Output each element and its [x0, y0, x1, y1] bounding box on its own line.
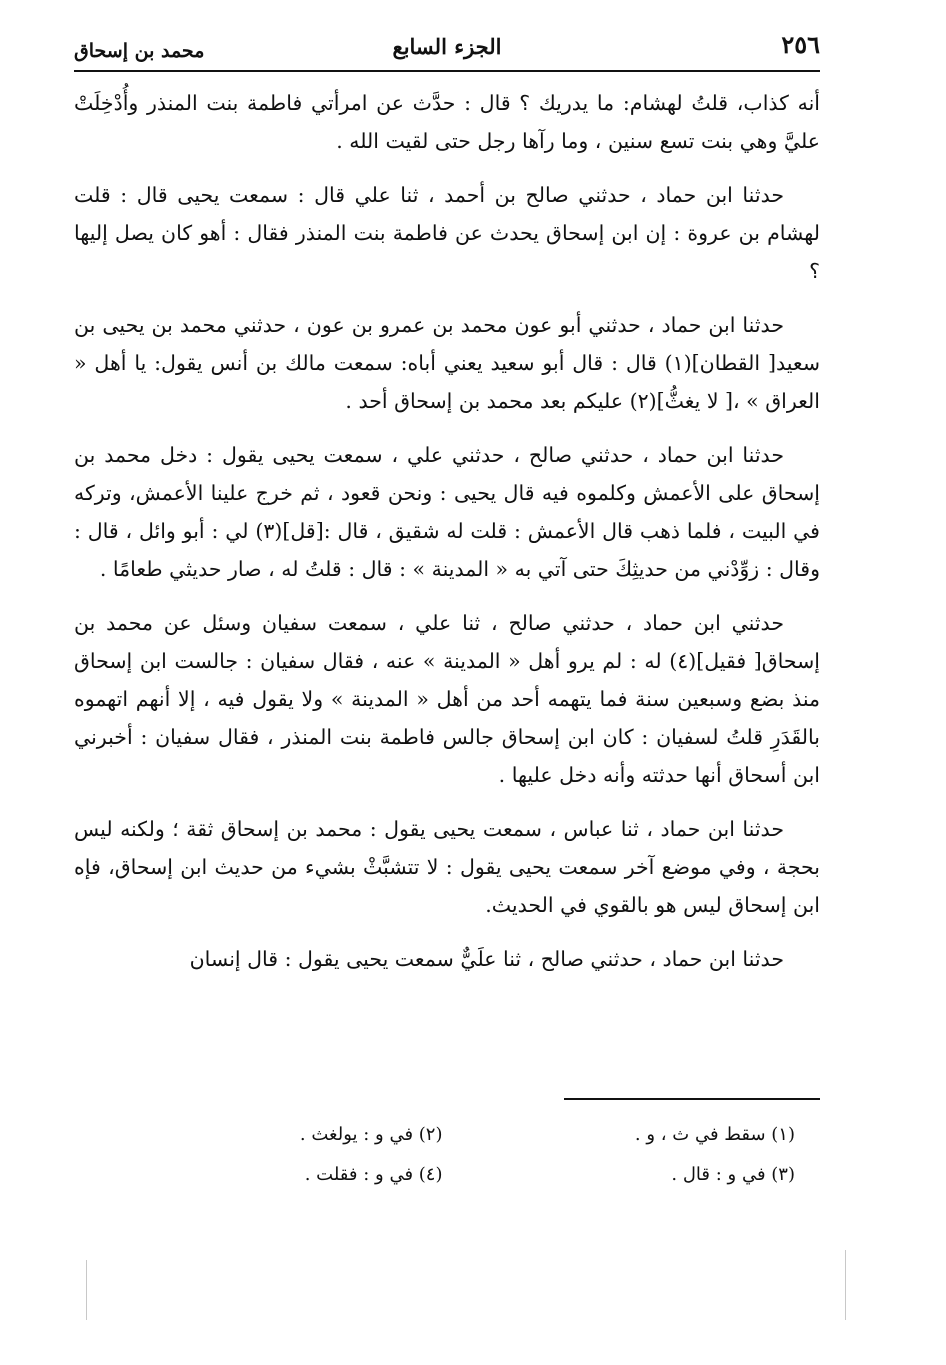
scan-mark	[845, 1250, 846, 1320]
scan-mark	[86, 1260, 87, 1320]
footnote-2: (٢) في و : يولغث .	[299, 1124, 443, 1145]
volume-title: الجزء السابع	[392, 34, 502, 59]
page-number: ٢٥٦	[781, 30, 820, 59]
paragraph-3: حدثنا ابن حماد ، حدثني أبو عون محمد بن عمرو بن عون ، حدثني محمد بن يحيى بن سعيد[ القطان](١) قال : قال أبو سعيد يعني أباه: سمعت مالك بن أنس يقول: يا أهل « العراق » ،[ لا يغثُّ](٢) عليكم بعد محمد بن إسحاق أحد .	[74, 313, 820, 413]
paragraph-6: حدثنا ابن حماد ، ثنا عباس ، سمعت يحيى يقول : محمد بن إسحاق ثقة ؛ ولكنه ليس بحجة ، وفي موضع آخر سمعت يحيى يقول : لا تتشبَّثْ بشيء من حديث ابن إسحاق، فإه ابن إسحاق ليس هو بالقوي في الحديث.	[74, 817, 820, 917]
footnote-3: (٣) في و : قال .	[671, 1164, 795, 1185]
paragraph-7: حدثنا ابن حماد ، حدثني صالح ، ثنا علَيٌّ سمعت يحيى يقول : قال إنسان	[189, 947, 784, 971]
paragraph-2: حدثنا ابن حماد ، حدثني صالح بن أحمد ، ثنا علي قال : سمعت يحيى قال : قلت لهشام بن عروة : إن ابن إسحاق يحدث عن فاطمة بنت المنذر فقال : أهو كان يصل إليها ؟	[74, 183, 820, 283]
paragraph-5: حدثني ابن حماد ، حدثني صالح ، ثنا علي ، سمعت سفيان وسئل عن محمد بن إسحاق[ فقيل](٤) له : لم يرو أهل « المدينة » عنه ، فقال سفيان : جالست ابن إسحاق منذ بضع وسبعين سنة فما يتهمه أحد من أهل « المدينة » ولا يقول فيه ، إلا أنهم اتهموه بالقَدَرِ قلتُ لسفيان : كان ابن إسحاق جالس فاطمة بنت المنذر ، فقال سفيان : أخبرني ابن أسحاق أنها حدثته وأنه دخل عليها .	[74, 611, 820, 787]
footnote-4: (٤) في و : فقلت .	[304, 1164, 443, 1185]
footnote-1: (١) سقط في ث ، و .	[634, 1124, 795, 1145]
running-title: محمد بن إسحاق	[74, 40, 205, 62]
header-rule	[74, 70, 820, 72]
page-header	[74, 30, 820, 74]
main-text	[74, 84, 820, 994]
paragraph-1: أنه كذاب، قلتُ لهشام: ما يدريك ؟ قال : حدَّث عن امرأتي فاطمة بنت المنذر وأُدْخِلَتْ عليَّ وهي بنت تسع سنين ، وما رآها رجل حتى لقيت الله .	[74, 91, 820, 153]
footnote-rule	[564, 1098, 820, 1100]
footnotes	[130, 1120, 795, 1190]
paragraph-4: حدثنا ابن حماد ، حدثني صالح ، حدثني علي ، سمعت يحيى يقول : دخل محمد بن إسحاق على الأعمش وكلموه فيه قال يحيى : ونحن قعود ، ثم خرج علينا الأعمش، وتركه في البيت ، فلما ذهب قال الأعمش : قلت له شقيق ، قال :[قل](٣) لي : أبو وائل ، قال : وقال : زوِّدْني من حديثِكَ حتى آتي به « المدينة » : قال : قلتُ له ، صار حديثي طعامًا .	[74, 443, 820, 581]
